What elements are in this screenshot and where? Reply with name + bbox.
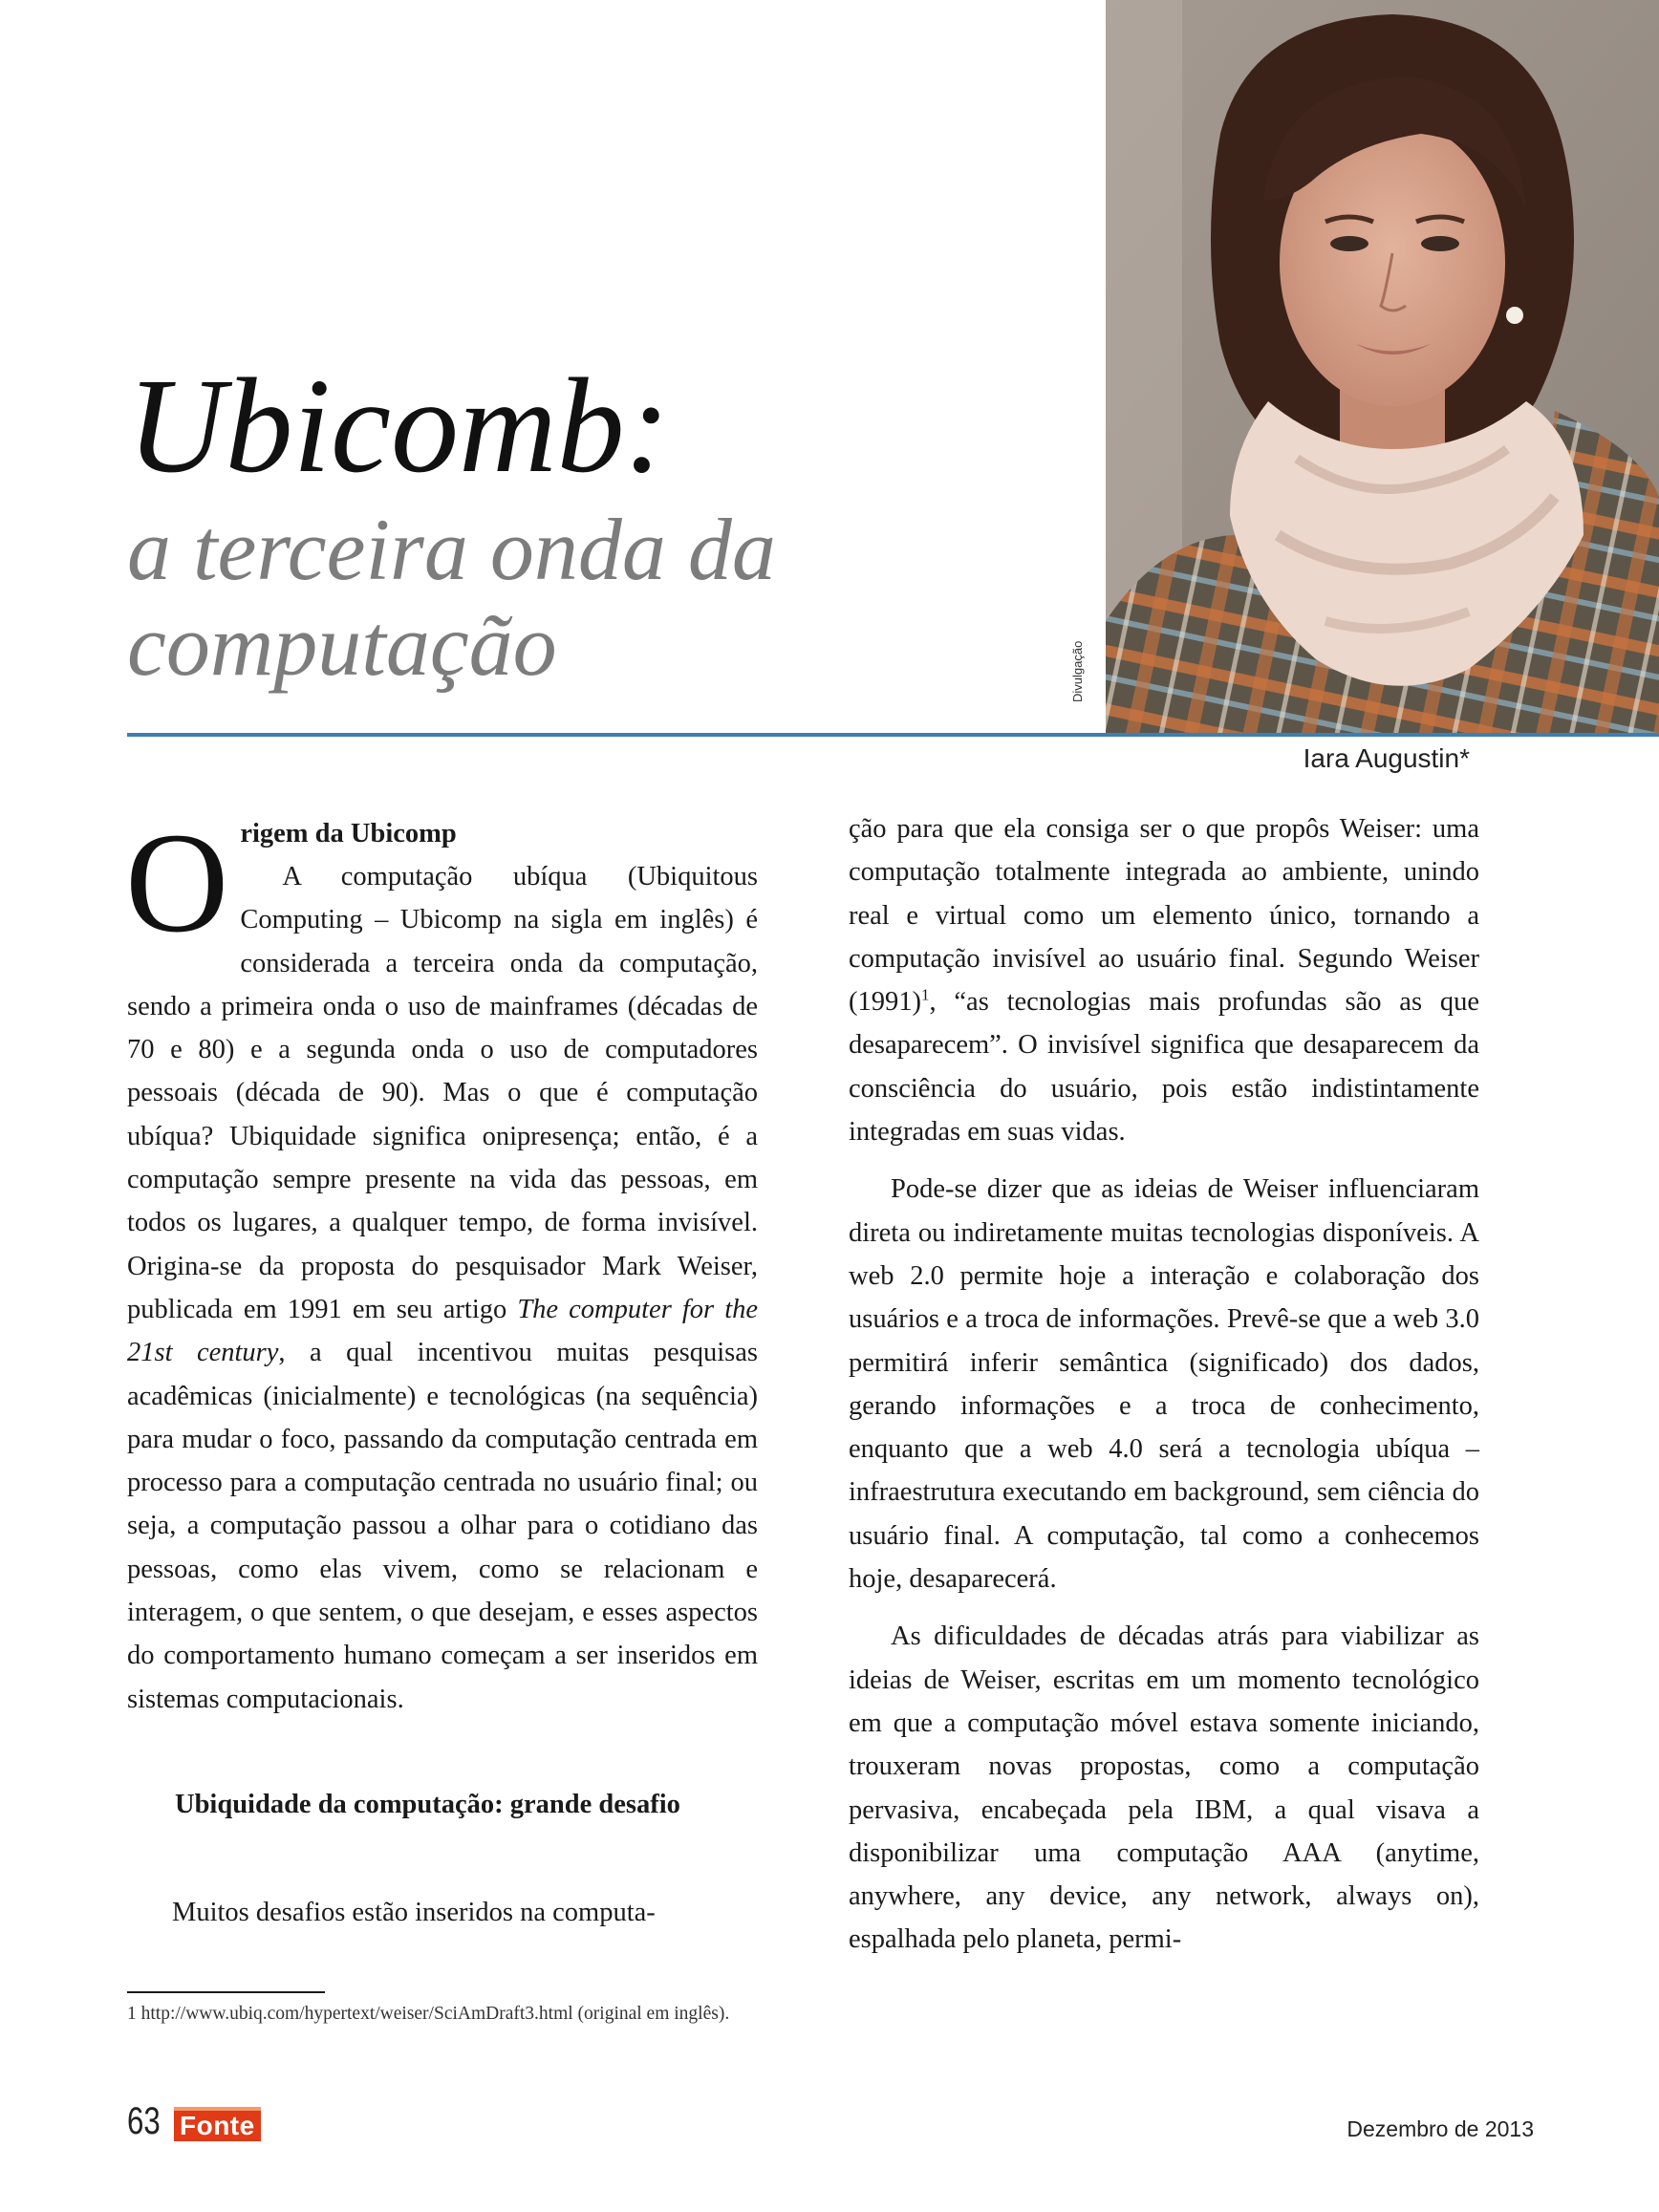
paragraph-intro-start: A computação ubíqua (Ubiquitous Computing – Ubicomp na sigla em inglês) é considerada a terceira onda da computação, sendo a primeira onda o uso de mainframes (décadas de 70 e 80) e a segunda onda o uso de computadores pessoais (década de 90). Mas o que é computação ubíqua? Ubiquidade significa onipresença; então, é a computação sempre presente na vida das pessoas, em todos os lugares, a qualquer tempo, de forma invisível. Origina-se da proposta do pesquisador Mark Weiser, publicada em 1991 em seu artigo: [127, 862, 758, 1324]
paragraph-intro-end: , a qual incentivou muitas pesquisas acadêmicas (inicialmente) e tecnológicas (na sequência) para mudar o foco, passando da computação centrada em processo para a computação centrada no usuário final; ou seja, a computação passou a olhar para o cotidiano das pessoas, como elas vivem, como se relacionam e interagem, o que sentem, o que desejam, e esses aspectos do comportamento humano começam a ser inseridos em sistemas computacionais.: [127, 1338, 759, 1714]
section-heading-challenge: Ubiquidade da computação: grande desafio: [175, 1789, 680, 1819]
footnote-ref: 1: [920, 985, 930, 1004]
paragraph-challenge-continued: [849, 807, 1479, 1153]
header-divider: [127, 733, 1659, 737]
paragraph-challenge-part1: Muitos desafios estão inseridos na computa-: [172, 1897, 656, 1927]
magazine-logo: Fonte: [174, 2107, 261, 2141]
author-photo: [1106, 0, 1659, 733]
photo-credit: Divulgação: [1070, 640, 1085, 702]
drop-cap: O: [125, 804, 229, 962]
footnote-divider: [127, 1991, 325, 1993]
paragraph-intro-article-title: The computer for the 21st century: [127, 1294, 759, 1368]
article-subtitle: a terceira onda da computação: [127, 501, 776, 694]
paragraph-web-evolution: Pode-se dizer que as ideias de Weiser influenciaram direta ou indiretamente muitas tecnologias disponíveis. A web 2.0 permite hoje a interação e colaboração dos usuários e a troca de informações. Prevê-se que a web 3.0 permitirá inferir semântica (significado) dos dados, gerando informações e a troca de conhecimento, enquanto que a web 4.0 será a tecnologia ubíqua – infraestrutura executando em background, sem ciência do usuário final. A computação, tal como a conhecemos hoje, desaparecerá.: [849, 1174, 1479, 1595]
page-number: 63: [127, 2100, 161, 2142]
issue-date: Dezembro de 2013: [1347, 2116, 1534, 2141]
column-right: [849, 807, 1479, 1962]
paragraph-challenge-end: , “as tecnologias mais profundas são as que desaparecem”. O invisível significa que desaparecem da consciência do usuário, pois estão indistintamente integradas em suas vidas.: [849, 987, 1479, 1148]
footnote: 1 http://www.ubiq.com/hypertext/weiser/SciAmDraft3.html (original em inglês).: [127, 2004, 730, 2024]
paragraph-intro: [127, 855, 758, 1721]
column-left: [125, 804, 759, 1934]
author-name: Iara Augustin*: [1303, 743, 1470, 773]
paragraph-challenge-part2: ção para que ela consiga ser o que propôs Weiser: uma computação totalmente integrada ao ambiente, unindo real e virtual como um elemento único, tornando a computação invisível ao usuário final. Segundo Weiser (1991): [849, 814, 1479, 1018]
paragraph-challenge-start: [127, 1891, 758, 1934]
author-portrait-illustration: [1106, 0, 1659, 733]
section-heading-origin: rigem da Ubicomp: [240, 819, 457, 848]
paragraph-pervasive: As dificuldades de décadas atrás para viabilizar as ideias de Weiser, escritas em um momento tecnológico em que a computação móvel estava somente iniciando, trouxeram novas propostas, como a computação pervasiva, encabeçada pela IBM, a qual visava a disponibilizar uma computação AAA (anytime, anywhere, any device, any network, always on), espalhada pelo planeta, permi-: [849, 1621, 1479, 1955]
article-title: Ubicomb:: [127, 350, 670, 501]
